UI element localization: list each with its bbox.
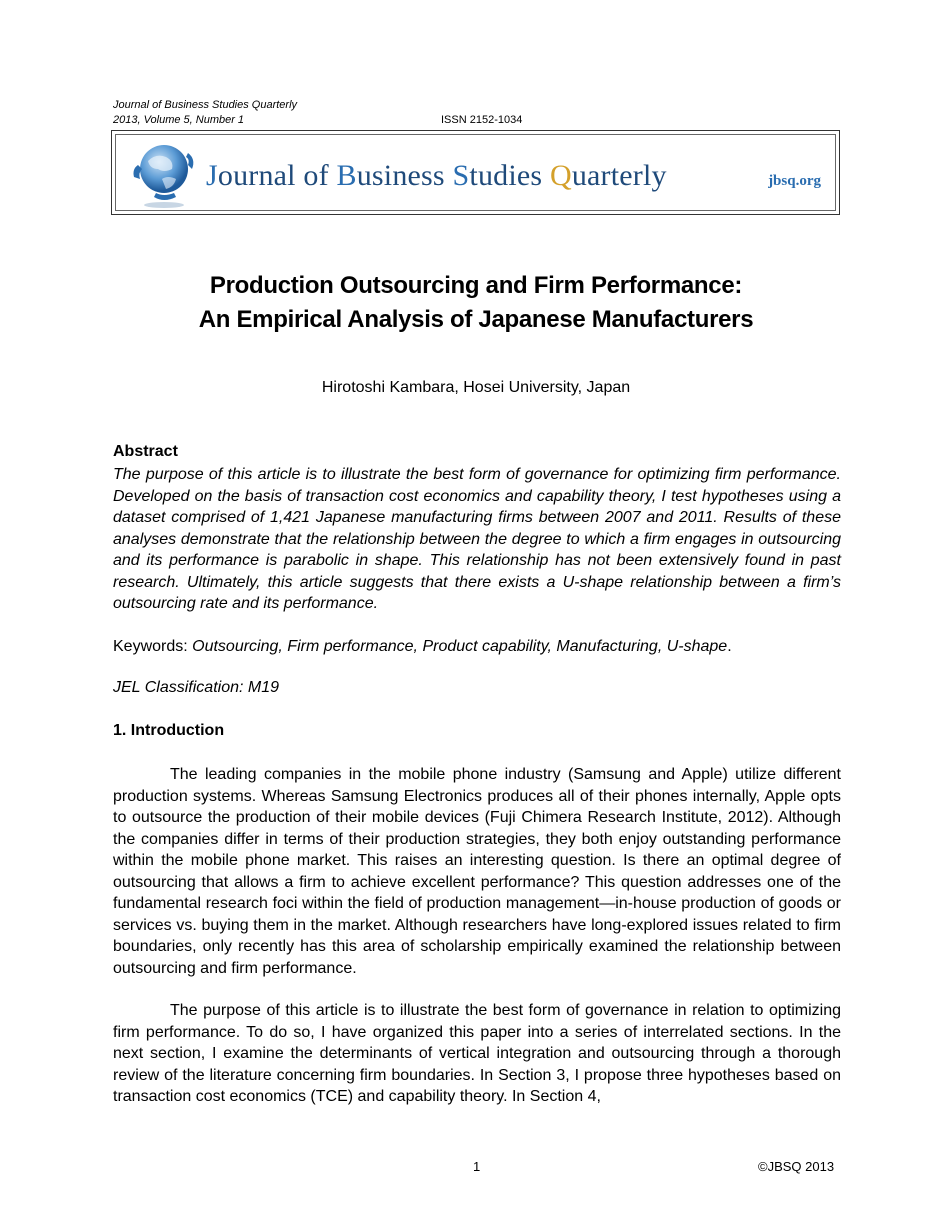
intro-paragraph-1: The leading companies in the mobile phone industry (Samsung and Apple) utilize different production systems. Whereas Samsung Electronics produces all of their phones internally, Apple opts to outsource the production of their mobile devices (Fuji Chimera Research Institute, 2012). Although the companies differ in terms of their production strategies, they both enjoy outstanding performance within the mobile phone market. This raises an interesting question. Is there an optimal degree of outsourcing that allows a firm to achieve excellent performance? This question addresses one of the fundamental research foci within the field of production management—in-house production of goods or services vs. buying them in the market. Although researchers have long-explored issues related to firm boundaries, only recently has this area of scholarship empirically examined the relationship between outsourcing and firm performance.	[113, 766, 841, 977]
section-heading-introduction: 1. Introduction	[113, 722, 225, 739]
keywords-values: Outsourcing, Firm performance, Product capability, Manufacturing, U-shape	[192, 638, 728, 655]
journal-name-logo-text: Journal of Business Studies Quarterly	[206, 159, 667, 192]
paper-title-line-2: An Empirical Analysis of Japanese Manufacturers	[198, 306, 754, 333]
running-header-journal: Journal of Business Studies Quarterly	[113, 99, 298, 111]
journal-website: jbsq.org	[768, 173, 821, 189]
author-affiliation: Hirotoshi Kambara, Hosei University, Japan	[321, 379, 631, 396]
copyright: ©JBSQ 2013	[758, 1159, 835, 1174]
paper-title-line-1: Production Outsourcing and Firm Performance:	[209, 272, 743, 299]
abstract-heading: Abstract	[113, 443, 178, 460]
running-header-issn: ISSN 2152-1034	[441, 114, 523, 126]
keywords-label: Keywords:	[113, 638, 193, 655]
jel-classification: JEL Classification: M19	[113, 679, 279, 696]
globe-logo-icon	[128, 139, 200, 211]
keywords	[113, 636, 841, 658]
keywords-end: .	[727, 638, 732, 655]
page-number: 1	[473, 1159, 481, 1174]
running-header-volume: 2013, Volume 5, Number 1	[113, 114, 245, 126]
intro-paragraph-2: The purpose of this article is to illustrate the best form of governance in relation to optimizing firm performance. To do so, I have organized this paper into a series of interrelated sections. In the next section, I examine the determinants of vertical integration and outsourcing through a thorough review of the literature concerning firm boundaries. In Section 3, I propose three hypotheses based on transaction cost economics (TCE) and capability theory. In Section 4,	[113, 1002, 841, 1105]
journal-banner	[111, 130, 840, 215]
abstract-text: The purpose of this article is to illustrate the best form of governance for optimizing firm performance. Developed on the basis of transaction cost economics and capability theory, I test hypotheses using a dataset comprised of 1,421 Japanese manufacturing firms between 2007 and 2011. Results of these analyses demonstrate that the relationship between the degree to which a firm engages in outsourcing and its performance is parabolic in shape. This relationship has not been extensively found in past research. Ultimately, this article suggests that there exists a U-shape relationship between a firm’s outsourcing rate and its performance.	[113, 466, 841, 612]
